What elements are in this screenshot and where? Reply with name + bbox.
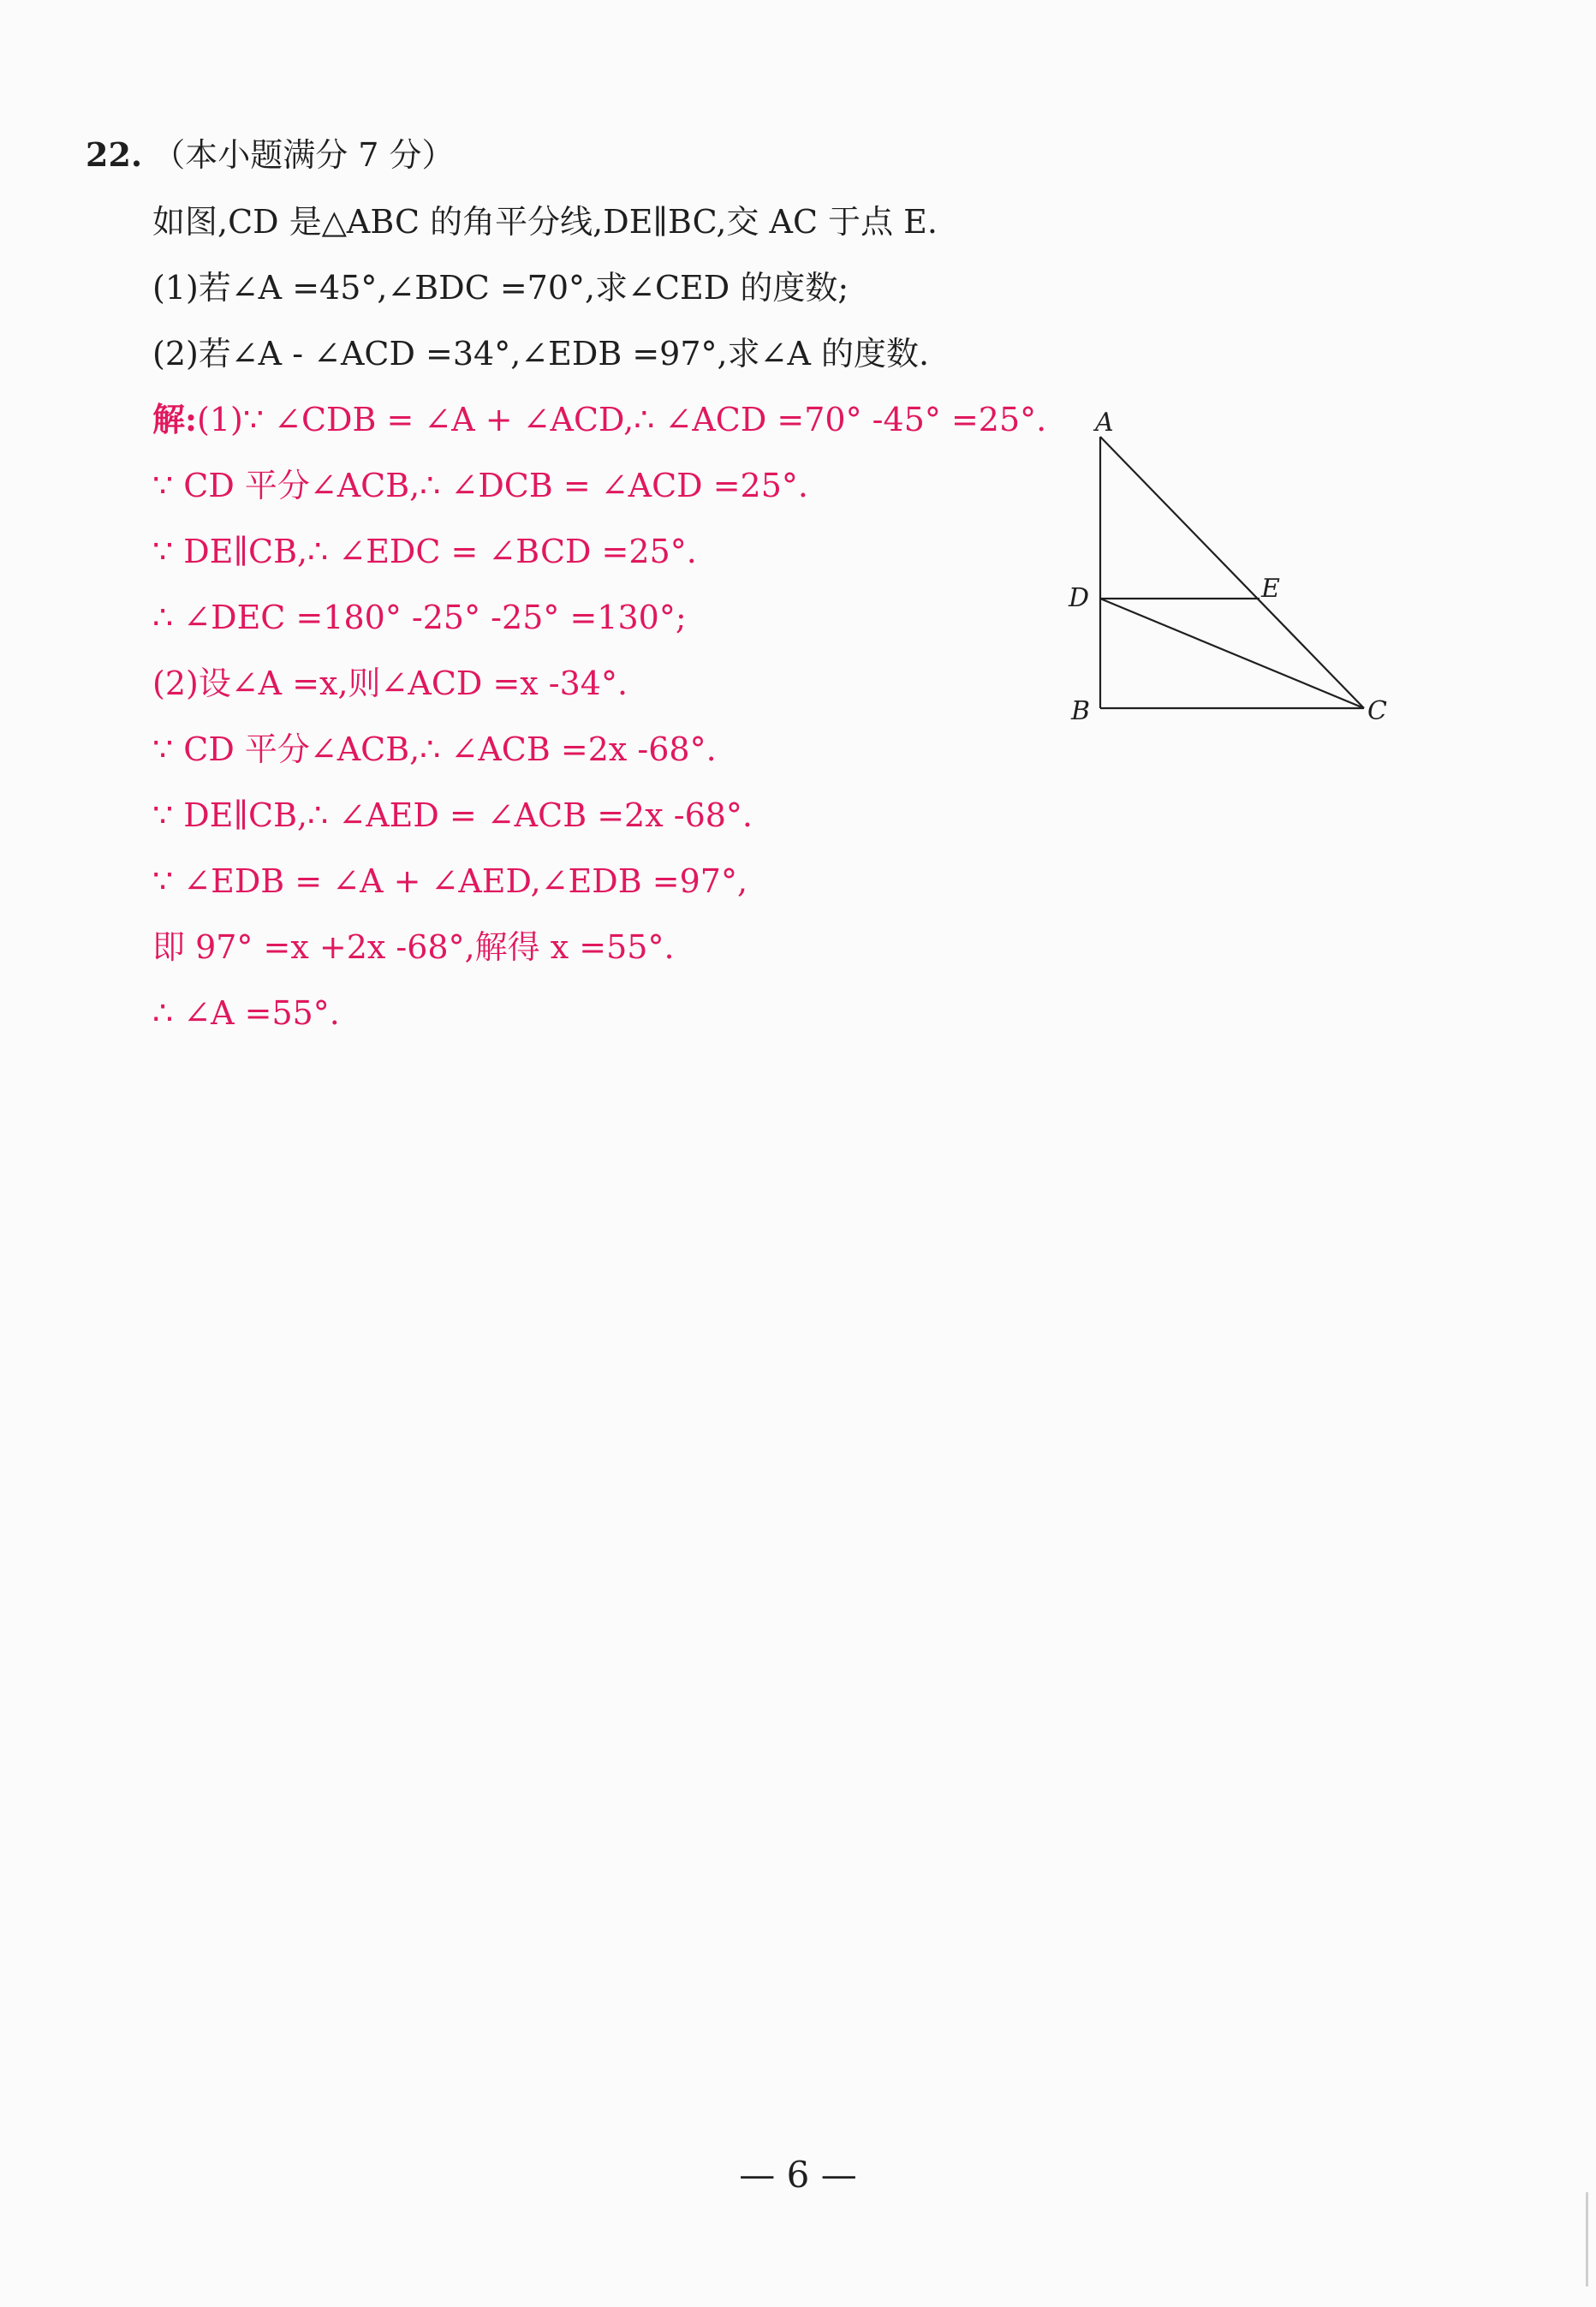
label-C: C (1367, 696, 1387, 726)
triangle-figure (1066, 402, 1408, 728)
solution-line-3: ∵ DE∥CB,∴ ∠EDC = ∠BCD =25°. (152, 533, 697, 570)
solution-line-4: ∴ ∠DEC =180° -25° -25° =130°; (152, 599, 687, 636)
solution-line-7: ∵ DE∥CB,∴ ∠AED = ∠ACB =2x -68°. (152, 796, 753, 834)
question-number: 22. (86, 135, 143, 174)
segment-DC (1100, 599, 1364, 708)
label-E: E (1261, 574, 1280, 604)
question-part1: (1)若∠A =45°,∠BDC =70°,求∠CED 的度数; (152, 269, 849, 307)
label-A: A (1095, 408, 1114, 438)
solution-line-5: (2)设∠A =x,则∠ACD =x -34°. (152, 665, 628, 702)
triangle-diagram (1066, 402, 1408, 728)
solution-line-6: ∵ CD 平分∠ACB,∴ ∠ACB =2x -68°. (152, 730, 717, 768)
question-score-note: （本小题满分 7 分） (152, 136, 455, 174)
solution-label: 解: (152, 400, 198, 438)
question-part2: (2)若∠A - ∠ACD =34°,∠EDB =97°,求∠A 的度数. (152, 335, 930, 373)
solution-line-9: 即 97° =x +2x -68°,解得 x =55°. (152, 928, 675, 966)
solution-line-10: ∴ ∠A =55°. (152, 994, 340, 1032)
label-B: B (1071, 696, 1091, 726)
segment-AC (1100, 437, 1364, 708)
solution-line-1-text: (1)∵ ∠CDB = ∠A + ∠ACD,∴ ∠ACD =70° -45° =25°. (197, 401, 1047, 438)
solution-line-1 (152, 400, 1046, 439)
solution-line-2: ∵ CD 平分∠ACB,∴ ∠DCB = ∠ACD =25°. (152, 467, 808, 504)
question-stem: 如图,CD 是△ABC 的角平分线,DE∥BC,交 AC 于点 E. (152, 203, 938, 241)
question-header (86, 135, 455, 175)
solution-line-8: ∵ ∠EDB = ∠A + ∠AED,∠EDB =97°, (152, 862, 748, 900)
label-D: D (1069, 583, 1090, 613)
page-number: — 6 — (739, 2154, 857, 2196)
scan-edge-mark (1586, 2192, 1588, 2286)
